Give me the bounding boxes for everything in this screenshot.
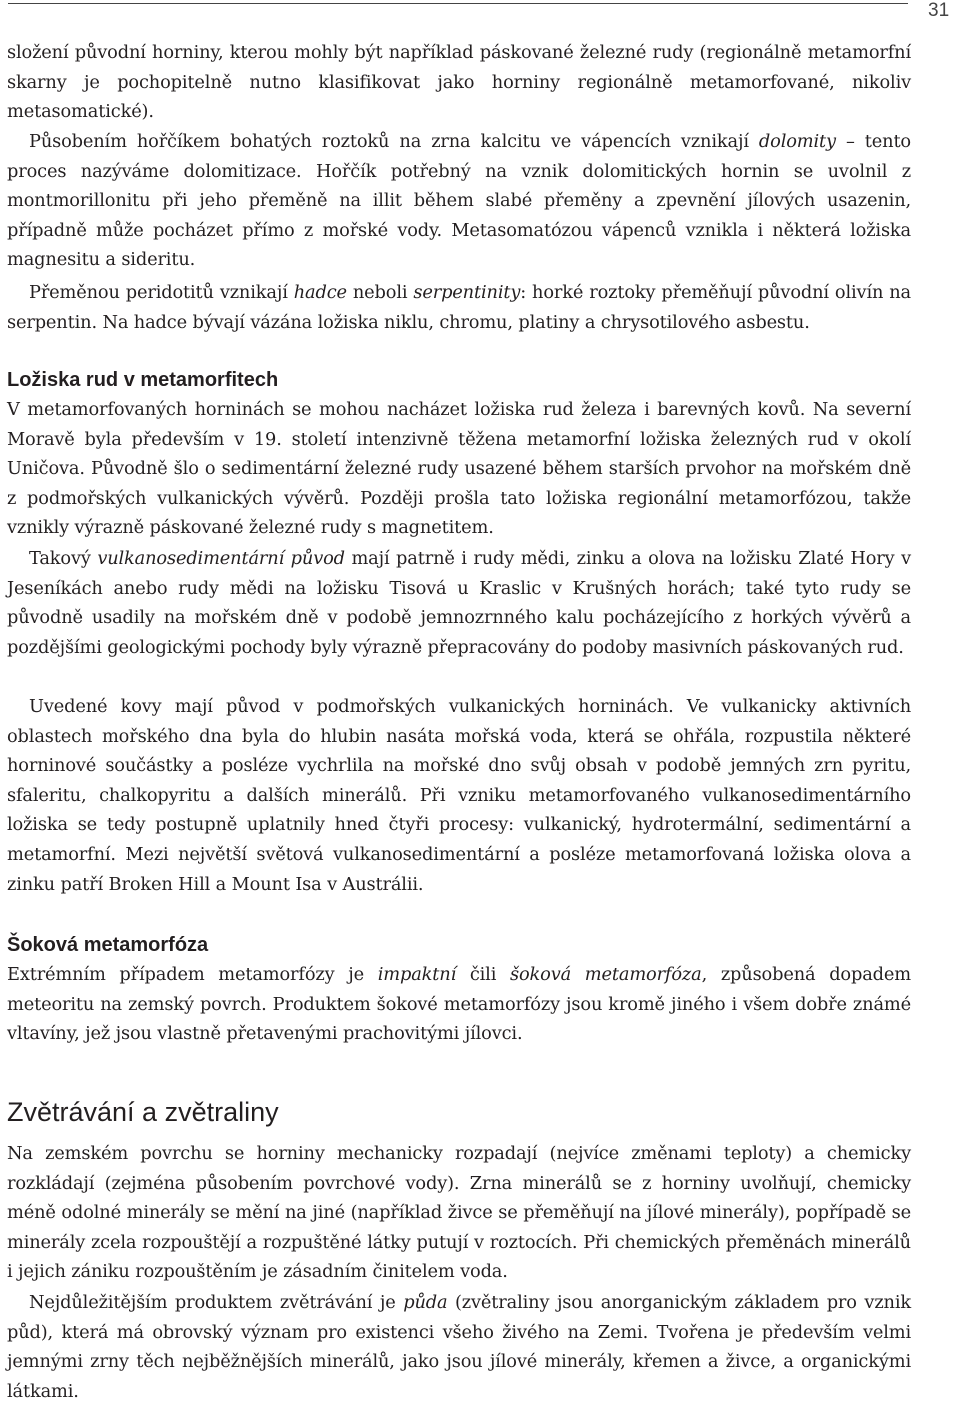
section-heading: Ložiska rud v metamorfitech [7, 369, 279, 391]
paragraph: Působením hořčíkem bohatých roztoků na zrna kalcitu ve vápencích vznikají dolomity – tento proces nazýváme dolomitizace. Hořčík potřebný na vznik dolomitických hornin se uvolnil z montmorillonitu při jeho přeměně na illit během slabé přeměny a zpevnění jílových usazenin, případně může pocházet přímo z mořské vody. Metasomatózou vápenců vznikla i některá ložiska magnesitu a sideritu. [7, 131, 911, 271]
page-number: 31 [928, 0, 950, 21]
paragraph: Takový vulkanosedimentární původ mají patrně i rudy mědi, zinku a olova na ložisku Zlaté Hory v Jeseníkách anebo rudy mědi na ložisku Tisová u Kraslic v Krušných horách; také tyto rudy se původně usadily na mořském dně v podobě jemnozrnného kalu pocházejícího z horkých vývěrů a pozdějšími geologickými pochody byly výrazně přepracovány do podoby masivních páskovaných rud. [7, 548, 911, 658]
paragraph: V metamorfovaných horninách se mohou nacházet ložiska rud železa i barevných kovů. Na severní Moravě byla především v 19. století intenzivně těžena metamorfní ložiska železných rud v okolí Uničova. Původně šlo o sedimentární železné rudy usazené během starších prvohor na mořském dně z podmořských vulkanických vývěrů. Později prošla tato ložiska regionální metamorfózou, takže vznikly výrazně páskované železné rudy s magnetitem. [7, 399, 911, 539]
header-rule [8, 3, 908, 4]
paragraph: Přeměnou peridotitů vznikají hadce neboli serpentinity: horké roztoky přeměňují původní olivín na serpentin. Na hadce bývají vázána ložiska niklu, chromu, platiny a chrysotilového asbestu. [7, 282, 912, 333]
paragraph: Extrémním případem metamorfózy je impaktní čili šoková metamorfóza, způsobená dopadem meteoritu na zemský povrch. Produktem šokové metamorfózy jsou kromě jiného i všem dobře známé vltavíny, jež jsou vlastně přetavenými prachovitými jílovci. [7, 964, 911, 1045]
chapter-heading: Zvětrávání a zvětraliny [7, 1097, 279, 1127]
section-heading: Šoková metamorfóza [7, 934, 209, 956]
paragraph: Uvedené kovy mají původ v podmořských vulkanických horninách. Ve vulkanicky aktivních oblastech mořského dna byla do hlubin nasáta mořská voda, která se ohřála, rozpustila některé horninové součástky a posléze vychrlila na mořské dno svůj obsah v podobě jemných zrn pyritu, sfaleritu, chalkopyritu a dalších minerálů. Při vzniku metamorfovaného vulkanosedimentárního ložiska se tedy postupně uplatnily hned čtyři procesy: vulkanický, hydrotermální, sedimentární a metamorfní. Mezi největší světová vulkanosedimentární a posléze metamorfovaná ložiska olova a zinku patří Broken Hill a Mount Isa v Austrálii. [7, 696, 911, 895]
paragraph: složení původní horniny, kterou mohly být například páskované železné rudy (regionálně metamorfní skarny je pochopitelně nutno klasifikovat jako horniny regionálně metamorfované, nikoliv metasomatické). [7, 42, 911, 123]
paragraph: Na zemském povrchu se horniny mechanicky rozpadají (nejvíce změnami teploty) a chemicky rozkládají (zejména působením povrchové vody). Zrna minerálů se z horniny uvolňují, chemicky méně odolné minerály se mění na jiné (například živce se přeměňují na jílové minerály), popřípadě se minerály zcela rozpouštějí a rozpuštěné látky putují v roztocích. Při chemických přeměnách minerálů i jejich zániku rozpouštěním je zásadním činitelem voda. [7, 1143, 911, 1283]
paragraph: Nejdůležitějším produktem zvětrávání je půda (zvětraliny jsou anorganickým základem pro vznik půd), která má obrovský význam pro existenci všeho živého na Zemi. Tvořena je především velmi jemnými zrny těch nejběžnějších minerálů, jako jsou jílové minerály, křemen a živce, a organickými látkami. [7, 1292, 911, 1402]
